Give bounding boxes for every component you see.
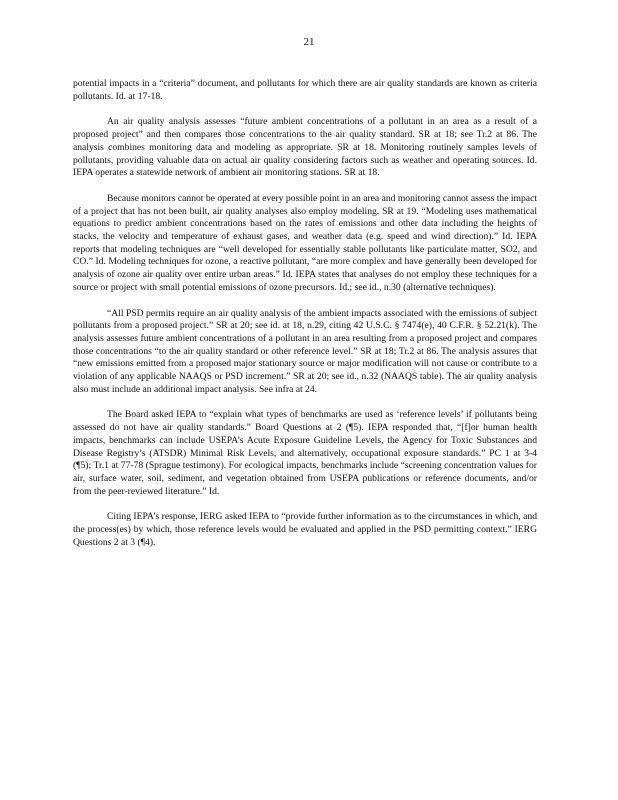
body-text [73, 78, 537, 563]
paragraph-air-quality-analysis: An air quality analysis assesses “future ambient concentrations of a pollutant in an area as a result of a proposed project” and then compares those concentrations to the air quality standard. SR at 18; see Tr.2 at 86. The analysis combines monitoring data and modeling as appropriate. SR at 18. Monitoring routinely samples levels of pollutants, providing valuable data on actual air quality considering factors such as weather and operating sources. Id. IEPA operates a statewide network of ambient air monitoring stations. SR at 18. [73, 116, 537, 179]
paragraph-criteria-pollutants: potential impacts in a “criteria” document, and pollutants for which there are air quality standards are known as criteria pollutants. Id. at 17-18. [73, 78, 537, 102]
paragraph-benchmarks: The Board asked IEPA to “explain what types of benchmarks are used as ‘reference levels’ if pollutants being assessed do not have air quality standards.” Board Questions at 2 (¶5). IEPA responded that, “[f]or human health impacts, benchmarks can include USEPA’s Acute Exposure Guideline Levels, the Agency for Toxic Substances and Disease Registry’s (ATSDR) Minimal Risk Levels, and alternatively, occupational exposure standards.” PC 1 at 3-4 (¶5); Tr.1 at 77-78 (Sprague testimony). For ecological impacts, benchmarks include “screening concentration values for air, surface water, soil, sediment, and vegetation obtained from USEPA publications or reference documents, and/or from the peer-reviewed literature.” Id. [73, 409, 537, 497]
page-number: 21 [303, 36, 315, 48]
paragraph-psd-permits: “All PSD permits require an air quality analysis of the ambient impacts associated with the emissions of subject pollutants from a proposed project.” SR at 20; see id. at 18, n.29, citing 42 U.S.C. § 7474(e), 40 C.F.R. § 52.21(k). The analysis assesses future ambient concentrations of a pollutant in an area resulting from a proposed project and compares those concentrations “to the air quality standard or other reference level.” SR at 18; Tr.2 at 86. The analysis assures that “new emissions emitted from a proposed major stationary source or major modification will not cause or contribute to a violation of any applicable NAAQS or PSD increment.” SR at 20; see id., n.32 (NAAQS table). The air quality analysis also must include an additional impact analysis. See infra at 24. [73, 307, 537, 395]
paragraph-modeling: Because monitors cannot be operated at every possible point in an area and monitoring cannot assess the impact of a project that has not been built, air quality analyses also employ modeling. SR at 19. “Modeling uses mathematical equations to predict ambient concentrations based on the rates of emissions and other data including the heights of stacks, the velocity and temperature of exhaust gases, and weather data (e.g. speed and wind direction).” Id. IEPA reports that modeling techniques are “well developed for essentially stable pollutants like particulate matter, SO2, and CO.” Id. Modeling techniques for ozone, a reactive pollutant, “are more complex and have generally been developed for analysis of ozone air quality over entire urban areas.” Id. IEPA states that analyses do not employ these techniques for a source or project with small potential emissions of ozone precursors. Id.; see id., n.30 (alternative techniques). [73, 192, 537, 293]
paragraph-ierg-request: Citing IEPA’s response, IERG asked IEPA to “provide further information as to the circumstances in which, and the process(es) by which, those reference levels would be evaluated and applied in the PSD permitting context.” IERG Questions 2 at 3 (¶4). [73, 511, 537, 548]
